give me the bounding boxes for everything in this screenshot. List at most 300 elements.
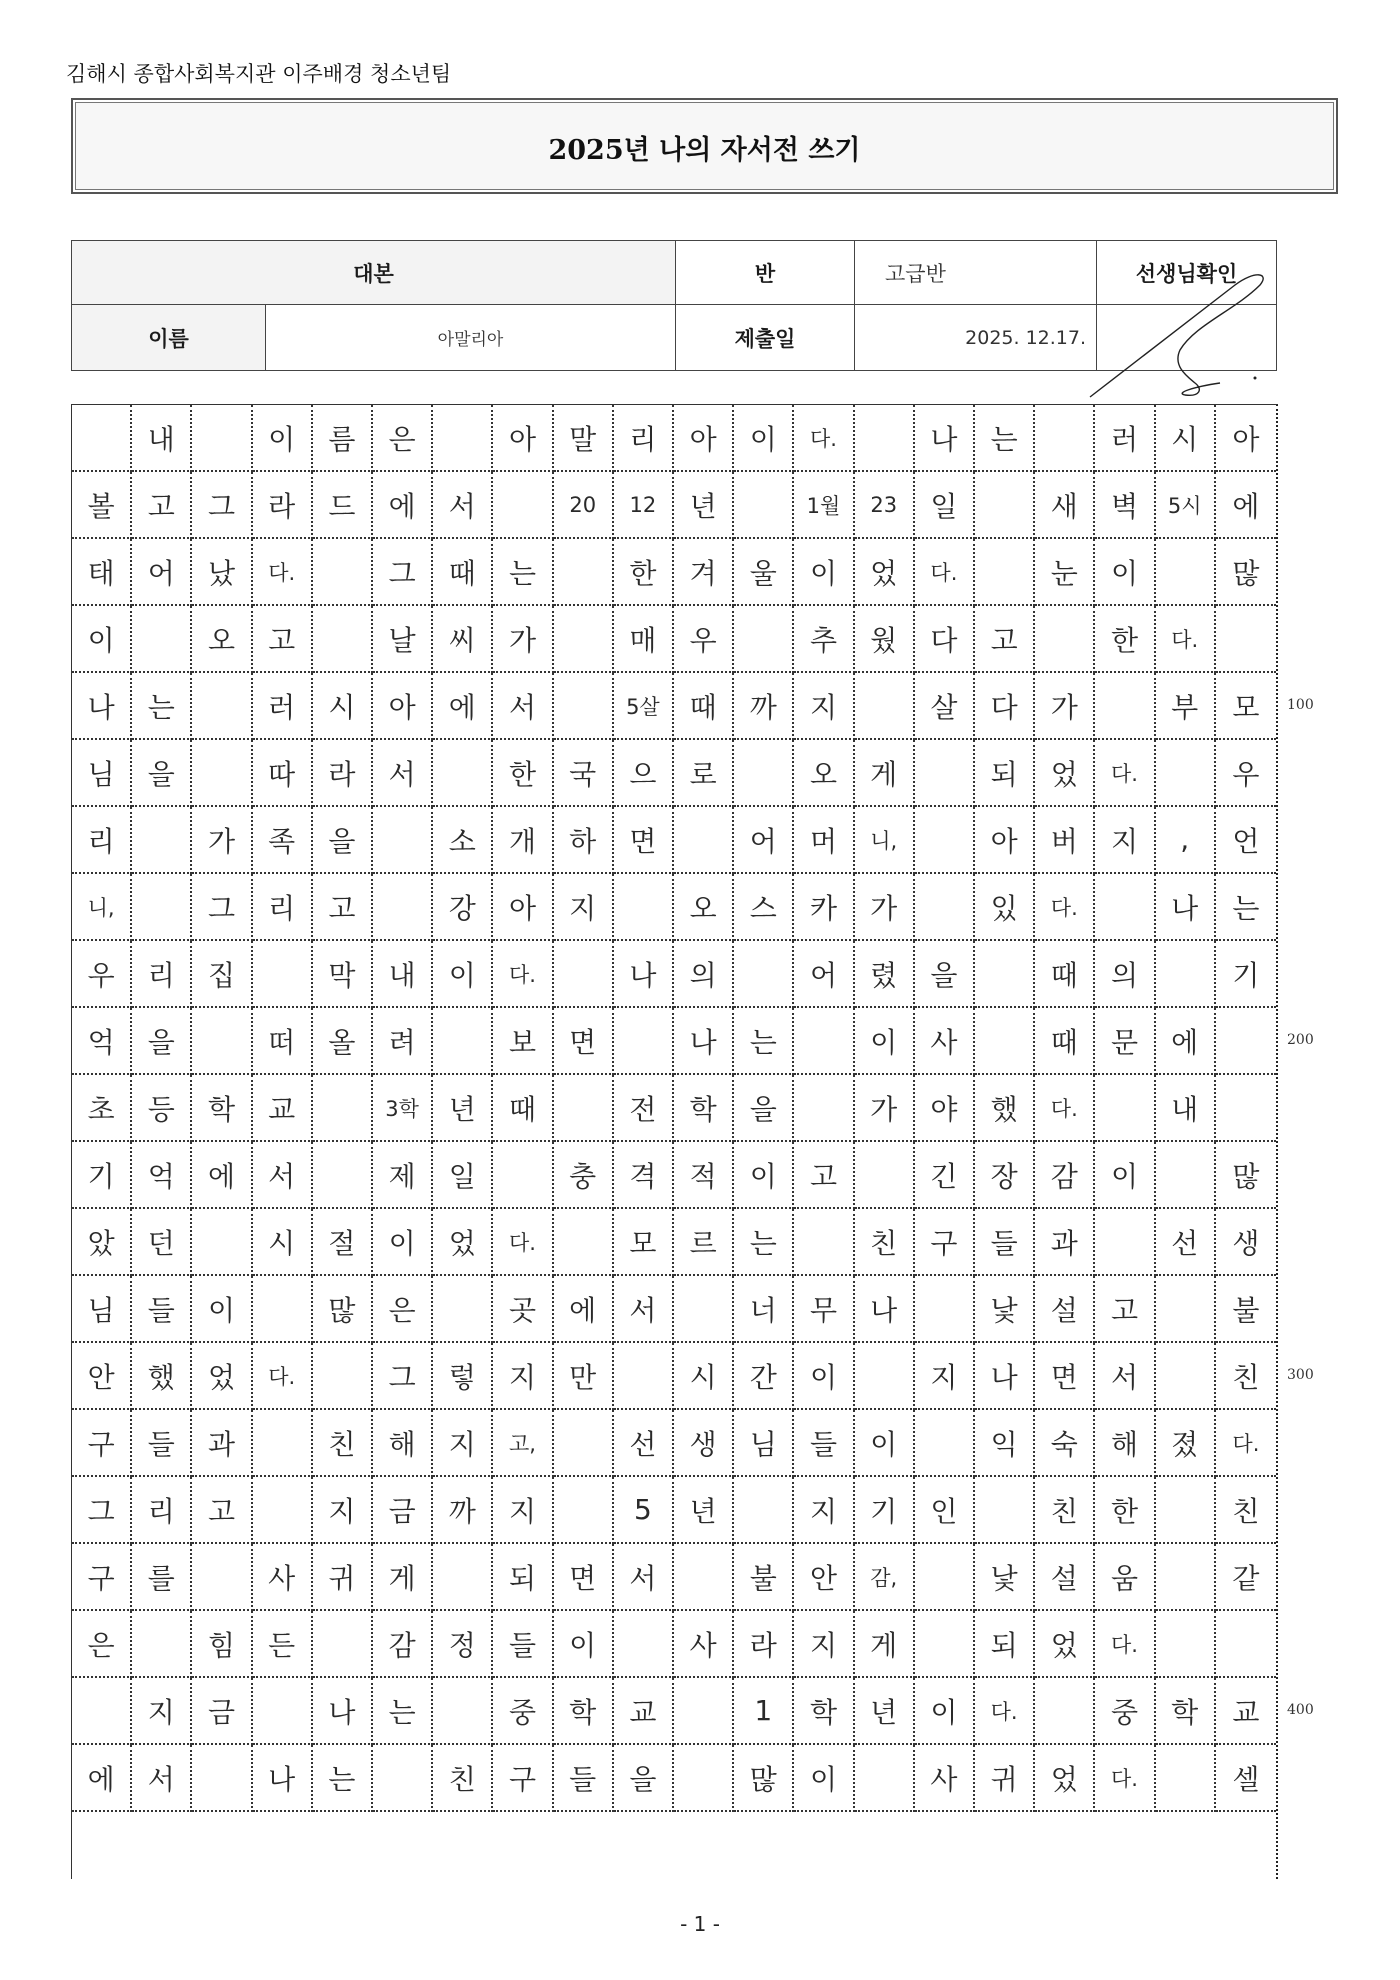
manuscript-cell: 새 [1035,472,1095,539]
manuscript-cell [1035,1678,1095,1745]
manuscript-cell: 들 [794,1410,854,1477]
manuscript-cell: 리 [253,874,313,941]
manuscript-cell: 들 [975,1209,1035,1276]
manuscript-cell: 었 [1035,740,1095,807]
page-title: 2025년 나의 자서전 쓰기 [548,135,861,166]
manuscript-cell: 중 [1095,1678,1155,1745]
manuscript-cell: 시 [674,1343,734,1410]
organization-name: 김해시 종합사회복지관 이주배경 청소년팀 [66,62,452,86]
manuscript-cell: 의 [674,941,734,1008]
manuscript-cell: 나 [72,673,132,740]
manuscript-cell [915,1544,975,1611]
manuscript-cell: 과 [192,1410,252,1477]
manuscript-cell: 5시 [1156,472,1216,539]
manuscript-cell [855,673,915,740]
title-box [71,98,1338,194]
teacher-signature-cell [1097,305,1277,371]
manuscript-cell: 그 [373,1343,433,1410]
manuscript-cell: 보 [493,1008,553,1075]
manuscript-cell: 귀 [313,1544,373,1611]
manuscript-cell [554,941,614,1008]
manuscript-cell: 친 [855,1209,915,1276]
manuscript-cell: 서 [253,1142,313,1209]
manuscript-cell [132,874,192,941]
manuscript-cell: 했 [132,1343,192,1410]
manuscript-cell [1216,1008,1276,1075]
manuscript-cell: 설 [1035,1544,1095,1611]
manuscript-cell: 우 [1216,740,1276,807]
manuscript-cell: 이 [734,1142,794,1209]
manuscript-cell: 버 [1035,807,1095,874]
manuscript-cell [253,1410,313,1477]
manuscript-cell [132,807,192,874]
manuscript-cell: 감 [1035,1142,1095,1209]
manuscript-cell [253,1678,313,1745]
manuscript-cell [1156,1343,1216,1410]
manuscript-cell [554,539,614,606]
manuscript-cell: 생 [1216,1209,1276,1276]
manuscript-cell: 그 [192,472,252,539]
manuscript-cell: 었 [192,1343,252,1410]
manuscript-cell: 로 [674,740,734,807]
manuscript-cell: 기 [855,1477,915,1544]
manuscript-cell: 겨 [674,539,734,606]
manuscript-cell: 벽 [1095,472,1155,539]
teacher-check-label: 선생님확인 [1097,241,1277,305]
manuscript-cell [72,405,132,472]
manuscript-cell: 다 [915,606,975,673]
manuscript-cell: 웠 [855,606,915,673]
manuscript-cell: 고 [313,874,373,941]
manuscript-cell: 친 [313,1410,373,1477]
manuscript-cell: 러 [1095,405,1155,472]
manuscript-cell: 많 [734,1745,794,1812]
manuscript-cell: 년 [674,1477,734,1544]
manuscript-cell: 다. [915,539,975,606]
manuscript-cell: 많 [1216,539,1276,606]
manuscript-cell [915,807,975,874]
manuscript-cell [975,1477,1035,1544]
manuscript-cell: 가 [855,874,915,941]
manuscript-cell: 서 [614,1544,674,1611]
manuscript-cell: 숙 [1035,1410,1095,1477]
manuscript-cell [313,1343,373,1410]
manuscript-cell: 때 [1035,1008,1095,1075]
manuscript-cell: 았 [72,1209,132,1276]
manuscript-cell: 는 [1216,874,1276,941]
manuscript-cell: 이 [253,405,313,472]
manuscript-cell: 과 [1035,1209,1095,1276]
manuscript-cell: 나 [1156,874,1216,941]
manuscript-cell: 고 [794,1142,854,1209]
manuscript-cell [554,1477,614,1544]
manuscript-cell: 리 [132,941,192,1008]
manuscript-cell: 면 [554,1008,614,1075]
manuscript-cell: 장 [975,1142,1035,1209]
manuscript-cell [1035,606,1095,673]
manuscript-cell [1156,1611,1216,1678]
manuscript-cell: 지 [794,1611,854,1678]
manuscript-cell: 5 [614,1477,674,1544]
manuscript-cell: 게 [855,1611,915,1678]
manuscript-cell: 감 [373,1611,433,1678]
manuscript-cell: 모 [614,1209,674,1276]
manuscript-cell: 렇 [433,1343,493,1410]
manuscript-cell: 선 [1156,1209,1216,1276]
manuscript-cell [1156,1544,1216,1611]
manuscript-cell: 친 [1216,1343,1276,1410]
manuscript-cell: 려 [373,1008,433,1075]
manuscript-cell: 금 [373,1477,433,1544]
manuscript-cell: 다. [493,941,553,1008]
manuscript-cell: 게 [855,740,915,807]
manuscript-cell: 이 [192,1276,252,1343]
manuscript-cell: 다. [794,405,854,472]
manuscript-cell: 는 [734,1008,794,1075]
manuscript-cell: 나 [614,941,674,1008]
manuscript-cell [855,405,915,472]
manuscript-cell: 만 [554,1343,614,1410]
manuscript-cell: 금 [192,1678,252,1745]
manuscript-cell: 친 [1216,1477,1276,1544]
manuscript-cell [975,941,1035,1008]
manuscript-cell: 다 [975,673,1035,740]
manuscript-cell: 등 [132,1075,192,1142]
manuscript-cell [975,472,1035,539]
manuscript-cell: 서 [373,740,433,807]
manuscript-cell: 학 [554,1678,614,1745]
manuscript-cell: 서 [493,673,553,740]
manuscript-cell: 지 [433,1410,493,1477]
manuscript-cell: 사 [253,1544,313,1611]
manuscript-cell [493,472,553,539]
manuscript-cell: 오 [674,874,734,941]
manuscript-cell [313,1075,373,1142]
manuscript-cell: 에 [554,1276,614,1343]
manuscript-cell: 니, [855,807,915,874]
manuscript-cell: 다. [253,539,313,606]
manuscript-cell [674,1745,734,1812]
manuscript-cell: 에 [192,1142,252,1209]
manuscript-cell [433,405,493,472]
manuscript-cell: 긴 [915,1142,975,1209]
manuscript-cell [1095,1209,1155,1276]
manuscript-cell: 추 [794,606,854,673]
manuscript-grid [71,404,1278,1879]
manuscript-cell: 내 [1156,1075,1216,1142]
manuscript-cell: 문 [1095,1008,1155,1075]
manuscript-cell [734,1477,794,1544]
manuscript-cell: 고 [975,606,1035,673]
manuscript-cell: 어 [132,539,192,606]
manuscript-cell: 사 [674,1611,734,1678]
manuscript-cell: 학 [1156,1678,1216,1745]
manuscript-cell: 적 [674,1142,734,1209]
manuscript-cell: 이 [554,1611,614,1678]
manuscript-cell: 교 [253,1075,313,1142]
manuscript-cell [734,740,794,807]
manuscript-cell: 고 [192,1477,252,1544]
manuscript-cell: 23 [855,472,915,539]
manuscript-cell: 기 [72,1142,132,1209]
manuscript-cell: 절 [313,1209,373,1276]
manuscript-cell: 지 [794,673,854,740]
manuscript-cell [433,740,493,807]
manuscript-cell: 다. [1216,1410,1276,1477]
manuscript-cell: 이 [734,405,794,472]
manuscript-cell [794,1209,854,1276]
manuscript-cell: 에 [433,673,493,740]
manuscript-cell: 시 [253,1209,313,1276]
manuscript-cell: 이 [855,1008,915,1075]
manuscript-cell [915,740,975,807]
manuscript-cell: 국 [554,740,614,807]
manuscript-cell: 그 [72,1477,132,1544]
row-count-marker: 300 [1287,1366,1314,1383]
manuscript-cell: 볼 [72,472,132,539]
manuscript-cell: 시 [1156,405,1216,472]
manuscript-cell [794,1008,854,1075]
manuscript-cell [373,1745,433,1812]
manuscript-cell [674,807,734,874]
manuscript-cell [915,1410,975,1477]
manuscript-cell: 든 [253,1611,313,1678]
manuscript-cell: 움 [1095,1544,1155,1611]
manuscript-cell [554,1410,614,1477]
manuscript-cell [1156,1745,1216,1812]
manuscript-cell: 구 [493,1745,553,1812]
manuscript-cell [313,1142,373,1209]
manuscript-cell: 들 [493,1611,553,1678]
manuscript-cell: 초 [72,1075,132,1142]
manuscript-cell: 스 [734,874,794,941]
manuscript-cell: 년 [674,472,734,539]
manuscript-cell [192,405,252,472]
manuscript-cell: 해 [373,1410,433,1477]
manuscript-cell: 졌 [1156,1410,1216,1477]
manuscript-cell: 울 [734,539,794,606]
manuscript-cell: 친 [1035,1477,1095,1544]
manuscript-cell: 해 [1095,1410,1155,1477]
manuscript-cell [1156,740,1216,807]
manuscript-cell: 감, [855,1544,915,1611]
manuscript-cell [1156,1276,1216,1343]
manuscript-cell: 면 [614,807,674,874]
manuscript-cell [734,606,794,673]
manuscript-cell: 다. [1095,1745,1155,1812]
manuscript-cell: 한 [614,539,674,606]
manuscript-cell [554,606,614,673]
manuscript-cell: 불 [734,1544,794,1611]
manuscript-cell: 지 [915,1343,975,1410]
manuscript-cell: 구 [915,1209,975,1276]
manuscript-cell: 나 [313,1678,373,1745]
manuscript-cell: 을 [313,807,373,874]
manuscript-cell: 안 [794,1544,854,1611]
manuscript-cell: 했 [975,1075,1035,1142]
manuscript-cell: 야 [915,1075,975,1142]
manuscript-cell: 되 [493,1544,553,1611]
manuscript-cell: 을 [132,1008,192,1075]
manuscript-cell: 구 [72,1410,132,1477]
manuscript-cell: 다. [1156,606,1216,673]
manuscript-cell [132,1611,192,1678]
manuscript-cell: 아 [493,405,553,472]
manuscript-cell: 일 [433,1142,493,1209]
manuscript-cell: 나 [855,1276,915,1343]
manuscript-cell: 년 [433,1075,493,1142]
manuscript-cell [192,1209,252,1276]
manuscript-cell: 씨 [433,606,493,673]
manuscript-cell: 태 [72,539,132,606]
manuscript-cell: 는 [975,405,1035,472]
manuscript-cell [674,1276,734,1343]
manuscript-cell [1095,874,1155,941]
manuscript-cell: 교 [1216,1678,1276,1745]
manuscript-cell: 가 [192,807,252,874]
manuscript-cell [192,673,252,740]
manuscript-cell: 내 [373,941,433,1008]
manuscript-cell: 가 [1035,673,1095,740]
manuscript-cell [1216,1611,1276,1678]
manuscript-cell: 다. [253,1343,313,1410]
manuscript-cell [1156,539,1216,606]
manuscript-cell: 모 [1216,673,1276,740]
manuscript-cell: 전 [614,1075,674,1142]
manuscript-cell: 지 [794,1477,854,1544]
manuscript-cell [433,1276,493,1343]
info-table [71,240,1277,371]
manuscript-cell: 때 [674,673,734,740]
manuscript-cell: 었 [433,1209,493,1276]
manuscript-cell: 님 [72,1276,132,1343]
manuscript-cell: 는 [313,1745,373,1812]
manuscript-cell [253,941,313,1008]
manuscript-cell: 우 [674,606,734,673]
manuscript-cell: 구 [72,1544,132,1611]
manuscript-cell: 다. [1035,874,1095,941]
manuscript-cell [614,874,674,941]
manuscript-cell [554,673,614,740]
manuscript-cell: 인 [915,1477,975,1544]
manuscript-cell [674,1544,734,1611]
manuscript-cell: 제 [373,1142,433,1209]
manuscript-cell: 을 [915,941,975,1008]
manuscript-cell: 라 [253,472,313,539]
manuscript-cell [313,539,373,606]
manuscript-cell: 셀 [1216,1745,1276,1812]
manuscript-cell: 사 [915,1745,975,1812]
manuscript-cell: , [1156,807,1216,874]
manuscript-cell [1216,606,1276,673]
manuscript-cell: 고 [253,606,313,673]
manuscript-cell: 언 [1216,807,1276,874]
manuscript-cell [1156,1142,1216,1209]
manuscript-cell: 아 [373,673,433,740]
manuscript-cell: 사 [915,1008,975,1075]
manuscript-cell: 을 [614,1745,674,1812]
manuscript-cell: 나 [915,405,975,472]
class-value: 고급반 [855,241,1097,305]
manuscript-cell [72,1678,132,1745]
manuscript-cell: 따 [253,740,313,807]
manuscript-cell: 서 [614,1276,674,1343]
manuscript-cell: 들 [132,1410,192,1477]
manuscript-cell: 지 [132,1678,192,1745]
manuscript-cell [614,1008,674,1075]
manuscript-cell: 지 [493,1343,553,1410]
manuscript-cell: 이 [855,1410,915,1477]
manuscript-cell: 생 [674,1410,734,1477]
manuscript-cell: 는 [373,1678,433,1745]
manuscript-cell: 낯 [975,1544,1035,1611]
manuscript-cell: 그 [192,874,252,941]
manuscript-cell [855,1745,915,1812]
manuscript-cell: 머 [794,807,854,874]
manuscript-cell: 은 [373,405,433,472]
manuscript-cell [253,1276,313,1343]
manuscript-cell: 아 [1216,405,1276,472]
manuscript-cell: 다. [975,1678,1035,1745]
manuscript-cell: 정 [433,1611,493,1678]
manuscript-cell: 시 [313,673,373,740]
manuscript-cell: 지 [554,874,614,941]
class-label: 반 [676,241,855,305]
manuscript-cell: 라 [313,740,373,807]
manuscript-cell: 무 [794,1276,854,1343]
manuscript-cell [313,606,373,673]
manuscript-cell: 리 [72,807,132,874]
manuscript-cell: 었 [1035,1745,1095,1812]
manuscript-cell: 너 [734,1276,794,1343]
manuscript-cell: 카 [794,874,854,941]
manuscript-cell: 를 [132,1544,192,1611]
manuscript-cell [975,539,1035,606]
manuscript-cell: 학 [192,1075,252,1142]
manuscript-cell: 었 [855,539,915,606]
manuscript-cell: 강 [433,874,493,941]
manuscript-cell: 20 [554,472,614,539]
manuscript-cell: 다. [1095,740,1155,807]
manuscript-cell: 까 [734,673,794,740]
manuscript-cell: 을 [734,1075,794,1142]
manuscript-cell: 같 [1216,1544,1276,1611]
manuscript-cell: 다. [1095,1611,1155,1678]
manuscript-cell: 게 [373,1544,433,1611]
manuscript-cell: 선 [614,1410,674,1477]
manuscript-cell: 이 [72,606,132,673]
manuscript-cell: 을 [132,740,192,807]
manuscript-cell: 에 [72,1745,132,1812]
manuscript-cell: 렸 [855,941,915,1008]
manuscript-cell: 안 [72,1343,132,1410]
manuscript-cell [614,1611,674,1678]
manuscript-cell: 이 [1095,539,1155,606]
manuscript-cell: 학 [794,1678,854,1745]
manuscript-cell: 억 [132,1142,192,1209]
manuscript-cell: 리 [132,1477,192,1544]
manuscript-cell [1216,1075,1276,1142]
manuscript-cell: 소 [433,807,493,874]
manuscript-cell: 일 [915,472,975,539]
manuscript-cell: 되 [975,740,1035,807]
manuscript-cell [433,1008,493,1075]
manuscript-cell: 던 [132,1209,192,1276]
submit-date-value: 2025. 12.17. [855,305,1097,371]
manuscript-cell: 기 [1216,941,1276,1008]
manuscript-cell [554,1075,614,1142]
manuscript-cell: 아 [493,874,553,941]
